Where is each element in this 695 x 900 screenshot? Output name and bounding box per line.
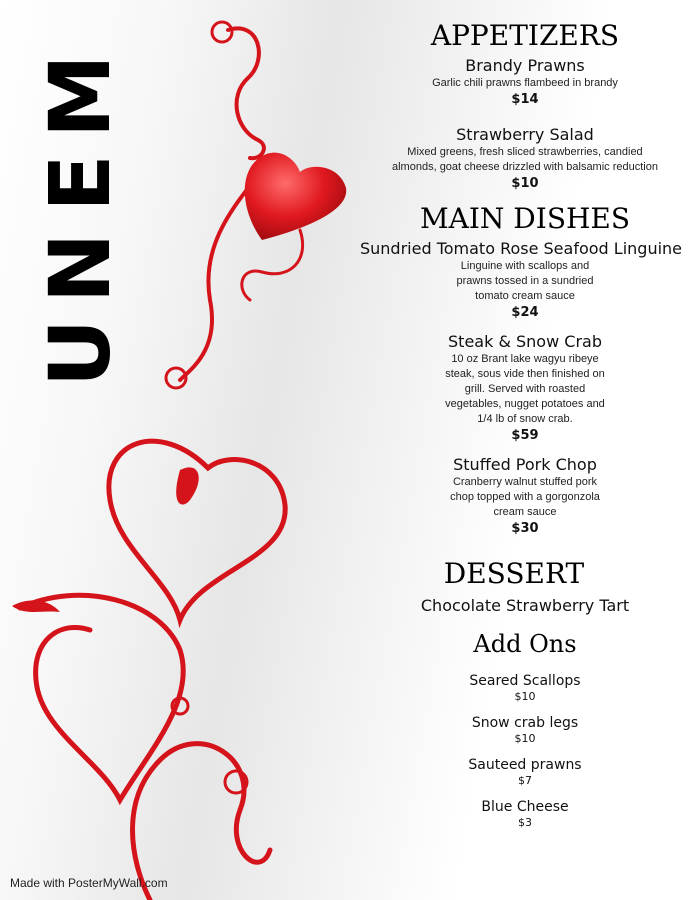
item-price: $10 xyxy=(511,176,539,191)
item-name: Brandy Prawns xyxy=(465,56,585,75)
menu-item xyxy=(359,239,685,322)
addon-price: $7 xyxy=(518,774,532,787)
item-description: Linguine with scallops and prawns tossed in a sundried tomato cream sauce xyxy=(456,260,594,302)
item-price: $59 xyxy=(511,428,539,443)
addon-price: $10 xyxy=(514,732,536,745)
addon-item xyxy=(365,714,685,746)
lower-heart-outline xyxy=(20,595,183,800)
item-price: $30 xyxy=(511,521,539,536)
item-name: Chocolate Strawberry Tart xyxy=(420,596,630,615)
menu-item xyxy=(365,56,685,109)
addon-item xyxy=(365,798,685,830)
red-heart xyxy=(245,153,346,240)
addon-price: $3 xyxy=(518,816,532,829)
addon-item xyxy=(365,756,685,788)
item-description: 10 oz Brant lake wagyu ribeye steak, sous vide then finished on grill. Served with roasted vegetables, nugget potatoes and 1/4 lb of snow crab. xyxy=(445,353,605,425)
right-curl xyxy=(242,230,303,300)
menu-item xyxy=(365,125,685,193)
leaf-accent xyxy=(176,467,199,504)
appetizers-heading: APPETIZERS xyxy=(430,19,620,52)
addon-name: Blue Cheese xyxy=(481,799,569,815)
top-swirl xyxy=(228,28,264,158)
main-dishes-heading: MAIN DISHES xyxy=(419,202,631,235)
item-name: Steak & Snow Crab xyxy=(448,332,602,351)
item-name: Sundried Tomato Rose Seafood Linguine xyxy=(359,239,683,258)
item-price: $24 xyxy=(511,305,539,320)
dessert-heading: DESSERT xyxy=(443,557,585,590)
item-price: $14 xyxy=(511,92,539,107)
menu-content xyxy=(359,18,685,830)
addon-name: Sauteed prawns xyxy=(468,757,582,773)
menu-letter: U xyxy=(31,318,129,388)
addon-name: Snow crab legs xyxy=(471,715,579,731)
item-name: Strawberry Salad xyxy=(456,125,594,144)
addon-price: $10 xyxy=(514,690,536,703)
postermywall-credit-link[interactable]: Made with PosterMyWall.com xyxy=(10,876,168,890)
item-description: Mixed greens, fresh sliced strawberries, candied almonds, goat cheese drizzled with balsamic reduction xyxy=(392,146,658,173)
top-spiral xyxy=(212,22,232,42)
add-ons-heading: Add Ons xyxy=(473,630,577,658)
item-name: Stuffed Pork Chop xyxy=(453,455,597,474)
item-description: Cranberry walnut stuffed pork chop topped with a gorgonzola cream sauce xyxy=(450,476,600,518)
menu-letter: N xyxy=(31,232,129,304)
menu-item xyxy=(365,455,685,538)
menu-letter: M xyxy=(31,54,129,138)
menu-item xyxy=(365,332,685,445)
big-heart-outline xyxy=(109,441,285,620)
addon-item xyxy=(365,672,685,704)
menu-vertical-title xyxy=(31,36,129,396)
addon-name: Seared Scallops xyxy=(469,673,581,689)
menu-letter: E xyxy=(31,154,129,212)
item-description: Garlic chili prawns flambeed in brandy xyxy=(432,77,618,89)
